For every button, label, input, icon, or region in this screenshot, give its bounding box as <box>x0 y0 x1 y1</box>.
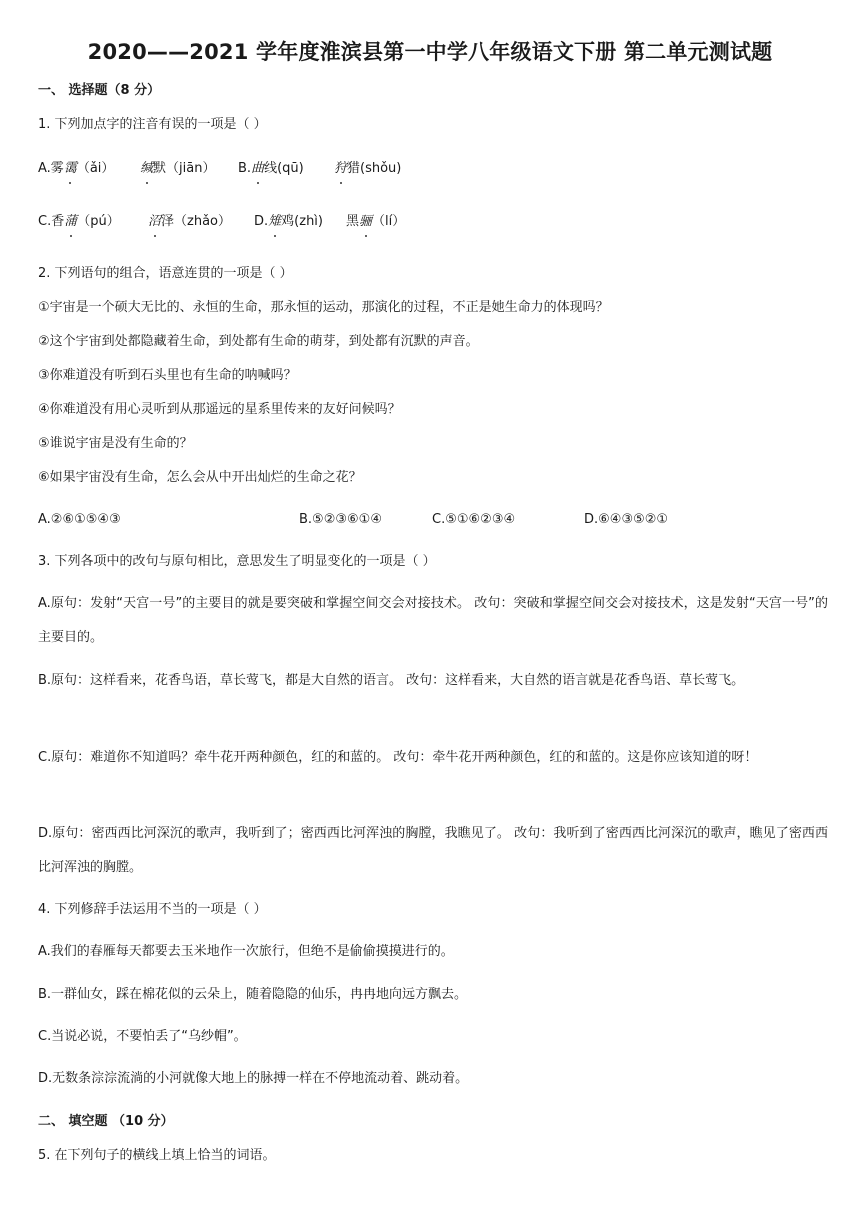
question-1-stem: 1. 下列加点字的注音有误的一项是（ ） <box>38 117 267 132</box>
question-2-stem: 2. 下列语句的组合，语意连贯的一项是（ ） <box>38 266 293 281</box>
option-text: 线(qū) <box>264 161 304 176</box>
q1-option-b <box>238 160 304 178</box>
q1-option-c-word2 <box>148 213 231 231</box>
dotted-char: 狩 <box>334 161 348 176</box>
q2-option-c: C.⑤①⑥②③④ <box>432 512 516 527</box>
option-text: 香 <box>51 214 65 229</box>
q4-option-c: C.当说必说，不要怕丢了“乌纱帽”。 <box>38 1029 247 1044</box>
q1-option-d-word2 <box>346 213 405 231</box>
question-4-stem: 4. 下列修辞手法运用不当的一项是（ ） <box>38 902 267 917</box>
q2-option-b: B.⑤②③⑥①④ <box>299 512 382 527</box>
dotted-char: 霭 <box>63 161 77 176</box>
option-text: 默（jiān） <box>153 161 216 176</box>
q4-option-a: A.我们的春雁每天都要去玉米地作一次旅行，但绝不是偷偷摸摸进行的。 <box>38 944 454 959</box>
question-5-stem: 5. 在下列句子的横线上填上恰当的词语。 <box>38 1148 276 1163</box>
q2-sentence-3: ③你难道没有听到石头里也有生命的呐喊吗？ <box>38 368 297 383</box>
q1-option-a <box>38 160 114 178</box>
option-text: 黑 <box>346 214 360 229</box>
q1-option-c <box>38 213 120 231</box>
dotted-char: 雉 <box>268 214 282 229</box>
q4-option-d: D.无数条淙淙流淌的小河就像大地上的脉搏一样在不停地流动着、跳动着。 <box>38 1071 469 1086</box>
dotted-char: 沼 <box>148 214 162 229</box>
dotted-char: 缄 <box>140 161 154 176</box>
q1-option-b-word2 <box>334 160 401 178</box>
q2-sentence-4: ④你难道没有用心灵听到从那遥远的星系里传来的友好问候吗？ <box>38 402 401 417</box>
q3-option-d: D.原句：密西西比河深沉的歌声，我听到了；密西西比河浑浊的胸膛，我瞧见了。 改句：我听到了密西西比河深沉的歌声，瞧见了密西西比河浑浊的胸膛。 <box>38 826 828 875</box>
option-text: 猎(shǒu) <box>347 161 402 176</box>
option-text: 鸡(zhì) <box>281 214 323 229</box>
q2-sentence-1: ①宇宙是一个硕大无比的、永恒的生命，那永恒的运动，那演化的过程，不正是她生命力的体现吗？ <box>38 300 609 315</box>
q3-option-c: C.原句：难道你不知道吗？牵牛花开两种颜色，红的和蓝的。 改句：牵牛花开两种颜色，红的和蓝的。这是你应该知道的呀！ <box>38 750 758 765</box>
option-text: （pú） <box>77 214 120 229</box>
page-title: 2020——2021 学年度淮滨县第一中学八年级语文下册 第二单元测试题 <box>87 40 773 64</box>
option-label: D. <box>254 214 269 229</box>
option-text: （ǎi） <box>76 161 115 176</box>
q4-option-b: B.一群仙女，踩在棉花似的云朵上，随着隐隐的仙乐，冉冉地向远方飘去。 <box>38 987 468 1002</box>
q2-sentence-2: ②这个宇宙到处都隐藏着生命，到处都有生命的萌芽，到处都有沉默的声音。 <box>38 334 479 349</box>
dotted-char: 骊 <box>359 214 373 229</box>
dotted-char: 曲 <box>251 161 265 176</box>
option-text: 泽（zhǎo） <box>161 214 231 229</box>
section-heading-fill: 二、 填空题 （10 分） <box>38 1114 174 1129</box>
dotted-char: 蒲 <box>64 214 78 229</box>
question-3-stem: 3. 下列各项中的改句与原句相比，意思发生了明显变化的一项是（ ） <box>38 554 436 569</box>
q2-sentence-6: ⑥如果宇宙没有生命，怎么会从中开出灿烂的生命之花？ <box>38 470 362 485</box>
option-label: A. <box>38 161 51 176</box>
option-label: C. <box>38 214 52 229</box>
q2-sentence-5: ⑤谁说宇宙是没有生命的？ <box>38 436 193 451</box>
option-text: 雾 <box>50 161 64 176</box>
q3-option-a: A.原句：发射“天宫一号”的主要目的就是要突破和掌握空间交会对接技术。 改句：突破和掌握空间交会对接技术，这是发射“天宫一号”的主要目的。 <box>38 596 828 645</box>
q1-option-a-word2 <box>140 160 215 178</box>
q3-option-b: B.原句：这样看来，花香鸟语，草长莺飞，都是大自然的语言。 改句：这样看来，大自然的语言就是花香鸟语、草长莺飞。 <box>38 673 745 688</box>
option-text: （lí） <box>372 214 406 229</box>
q2-option-a: A.②⑥①⑤④③ <box>38 512 121 527</box>
option-label: B. <box>238 161 252 176</box>
section-heading-choice: 一、 选择题（8 分） <box>38 83 161 98</box>
q2-option-d: D.⑥④③⑤②① <box>584 512 669 527</box>
q1-option-d <box>254 213 323 231</box>
